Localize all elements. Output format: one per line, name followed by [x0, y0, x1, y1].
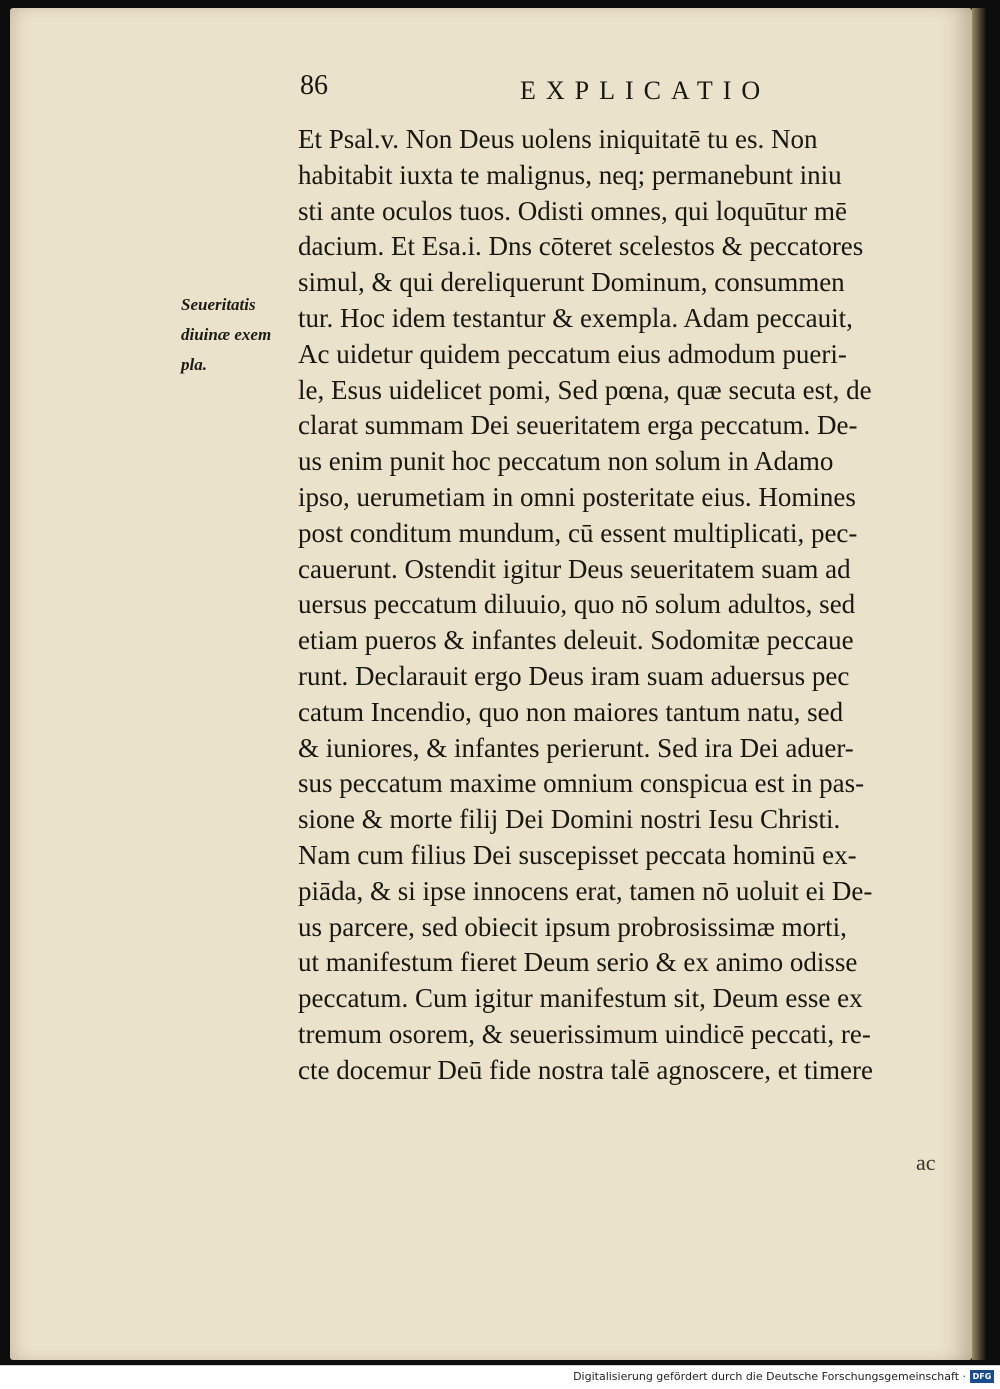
- text-line: dacium. Et Esa.i. Dns cōteret scelestos & peccatores: [298, 231, 864, 262]
- text-line: peccatum. Cum igitur manifestum sit, Deum esse ex: [298, 983, 863, 1014]
- dfg-logo: DFG: [970, 1370, 994, 1383]
- text-line: tremum osorem, & seuerissimum uindicē peccati, re-: [298, 1018, 871, 1049]
- text-line: sione & morte filij Dei Domini nostri Iesu Christi.: [298, 804, 841, 835]
- text-line: & iuniores, & infantes perierunt. Sed ira Dei aduer-: [298, 732, 854, 763]
- text-line: clarat summam Dei seueritatem erga peccatum. De-: [298, 410, 858, 441]
- funding-credit: Digitalisierung gefördert durch die Deutsche Forschungsgemeinschaft ·: [573, 1370, 966, 1383]
- text-line: cte docemur Deū fide nostra talē agnoscere, et timere: [298, 1054, 873, 1085]
- text-line: post conditum mundum, cū essent multiplicati, pec-: [298, 517, 858, 548]
- margin-note-line: pla.: [181, 355, 207, 374]
- catchword: ac: [916, 1150, 936, 1175]
- text-line: sus peccatum maxime omnium conspicua est in pas-: [298, 768, 865, 799]
- text-line: Ac uidetur quidem peccatum eius admodum pueri-: [298, 338, 847, 369]
- margin-note: [181, 290, 291, 380]
- text-line: etiam pueros & infantes deleuit. Sodomitæ peccaue: [298, 625, 854, 656]
- text-line: cauerunt. Ostendit igitur Deus seueritatem suam ad: [298, 553, 851, 584]
- text-line: simul, & qui dereliquerunt Dominum, consummen: [298, 267, 845, 298]
- text-line: le, Esus uidelicet pomi, Sed pœna, quæ secuta est, de: [298, 374, 872, 405]
- text-line: Nam cum filius Dei suscepisset peccata hominū ex-: [298, 839, 857, 870]
- running-head: EXPLICATIO: [520, 76, 771, 105]
- text-line: Et Psal.v. Non Deus uolens iniquitatē tu es. Non: [298, 124, 818, 154]
- body-text: [298, 122, 958, 1089]
- text-line: uersus peccatum diluuio, quo nō solum adultos, sed: [298, 589, 856, 620]
- text-line: ut manifestum fieret Deum serio & ex animo odisse: [298, 947, 858, 978]
- text-line: us parcere, sed obiecit ipsum probrosissimæ morti,: [298, 911, 847, 942]
- text-line: runt. Declarauit ergo Deus iram suam aduersus pec: [298, 660, 850, 691]
- page-edge: [972, 8, 986, 1360]
- text-line: ipso, uerumetiam in omni posteritate eius. Homines: [298, 481, 856, 512]
- margin-note-line: Seueritatis: [181, 295, 256, 314]
- margin-note-line: diuinæ exem: [181, 325, 272, 344]
- text-line: catum Incendio, quo non maiores tantum natu, sed: [298, 696, 844, 727]
- text-line: us enim punit hoc peccatum non solum in Adamo: [298, 446, 834, 477]
- text-line: habitabit iuxta te malignus, neq; permanebunt iniu: [298, 159, 842, 190]
- text-line: tur. Hoc idem testantur & exempla. Adam peccauit,: [298, 302, 853, 333]
- text-line: piāda, & si ipse innocens erat, tamen nō uoluit ei De-: [298, 875, 873, 906]
- page-number: 86: [300, 70, 328, 101]
- text-line: sti ante oculos tuos. Odisti omnes, qui loquūtur mē: [298, 195, 847, 226]
- footer-bar: [0, 1365, 1000, 1389]
